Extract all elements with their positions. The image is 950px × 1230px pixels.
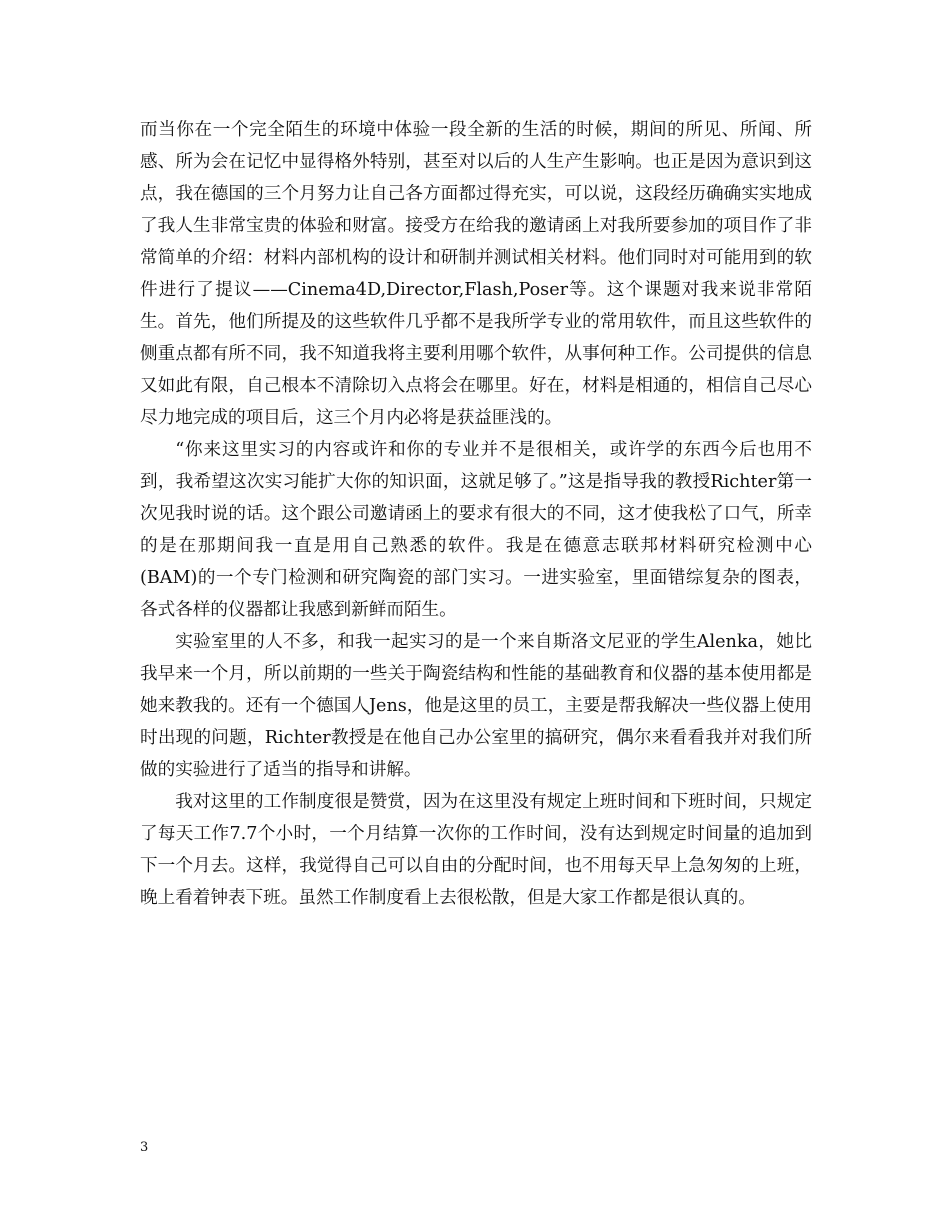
paragraph-1: 而当你在一个完全陌生的环境中体验一段全新的生活的时候，期间的所见、所闻、所感、所为会在记忆中显得格外特别，甚至对以后的人生产生影响。也正是因为意识到这点，我在德国的三个月努力让自己各方面都过得充实，可以说，这段经历确确实实地成了我人生非常宝贵的体验和财富。接受方在给我的邀请函上对我所要参加的项目作了非常简单的介绍：材料内部机构的设计和研制并测试相关材料。他们同时对可能用到的软件进行了提议——Cinema4D,Director,Flash,Poser等。这个课题对我来说非常陌生。首先，他们所提及的这些软件几乎都不是我所学专业的常用软件，而且这些软件的侧重点都有所不同，我不知道我将主要利用哪个软件，从事何种工作。公司提供的信息又如此有限，自己根本不清除切入点将会在哪里。好在，材料是相通的，相信自己尽心尽力地完成的项目后，这三个月内必将是获益匪浅的。 [140, 120, 812, 428]
paragraph-3: 实验室里的人不多，和我一起实习的是一个来自斯洛文尼亚的学生Alenka，她比我早来一个月，所以前期的一些关于陶瓷结构和性能的基础教育和仪器的基本使用都是她来教我的。还有一个德国人Jens，他是这里的员工，主要是帮我解决一些仪器上使用时出现的问题，Richter教授是在他自己办公室里的搞研究，偶尔来看看我并对我们所做的实验进行了适当的指导和讲解。 [140, 632, 812, 780]
body-text [140, 114, 812, 914]
paragraph-2: “你来这里实习的内容或许和你的专业并不是很相关，或许学的东西今后也用不到，我希望这次实习能扩大你的知识面，这就足够了。”这是指导我的教授Richter第一次见我时说的话。这个跟公司邀请函上的要求有很大的不同，这才使我松了口气，所幸的是在那期间我一直是用自己熟悉的软件。我是在德意志联邦材料研究检测中心(BAM)的一个专门检测和研究陶瓷的部门实习。一进实验室，里面错综复杂的图表，各式各样的仪器都让我感到新鲜而陌生。 [140, 440, 812, 620]
page-number: 3 [140, 1140, 149, 1155]
paragraph-4: 我对这里的工作制度很是赞赏，因为在这里没有规定上班时间和下班时间，只规定了每天工作7.7个小时，一个月结算一次你的工作时间，没有达到规定时间量的追加到下一个月去。这样，我觉得自己可以自由的分配时间，也不用每天早上急匆匆的上班，晚上看着钟表下班。虽然工作制度看上去很松散，但是大家工作都是很认真的。 [140, 792, 812, 908]
